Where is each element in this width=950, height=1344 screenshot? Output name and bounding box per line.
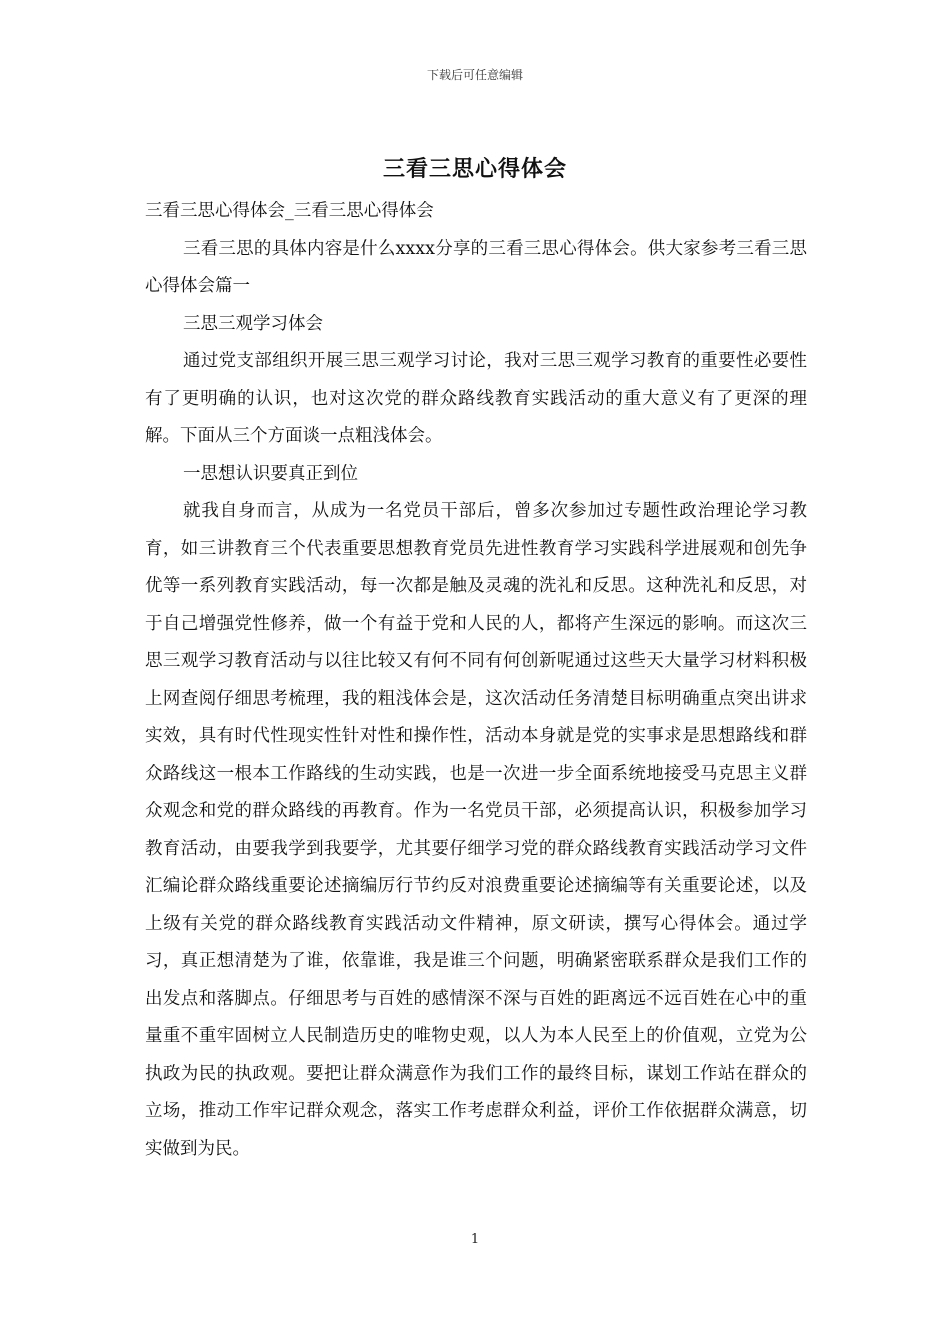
page-number: 1: [470, 1232, 480, 1247]
subtitle-line: 三看三思心得体会_三看三思心得体会: [145, 201, 434, 221]
document-title: 三看三思心得体会: [382, 156, 567, 182]
body-paragraph: 通过党支部组织开展三思三观学习讨论，我对三思三观学习教育的重要性必要性有了更明确的认识，也对这次党的群众路线教育实践活动的重大意义有了更深的理解。下面从三个方面谈一点粗浅体会。: [145, 351, 807, 446]
body-paragraph: 就我自身而言，从成为一名党员干部后，曾多次参加过专题性政治理论学习教育，如三讲教育三个代表重要思想教育党员先进性教育学习实践科学进展观和创先争优等一系列教育实践活动，每一次都是触及灵魂的洗礼和反思。这种洗礼和反思，对于自己增强党性修养，做一个有益于党和人民的人，都将产生深远的影响。而这次三思三观学习教育活动与以往比较又有何不同有何创新呢通过这些天大量学习材料积极上网查阅仔细思考梳理，我的粗浅体会是，这次活动任务清楚目标明确重点突出讲求实效，具有时代性现实性针对性和操作性，活动本身就是党的实事求是思想路线和群众路线这一根本工作路线的生动实践，也是一次进一步全面系统地接受马克思主义群众观念和党的群众路线的再教育。作为一名党员干部，必须提高认识，积极参加学习教育活动，由要我学到我要学，尤其要仔细学习党的群众路线教育实践活动学习文件汇编论群众路线重要论述摘编厉行节约反对浪费重要论述摘编等有关重要论述，以及上级有关党的群众路线教育实践活动文件精神，原文研读，撰写心得体会。通过学习，真正想清楚为了谁，依靠谁，我是谁三个问题，明确紧密联系群众是我们工作的出发点和落脚点。仔细思考与百姓的感情深不深与百姓的距离远不远百姓在心中的重量重不重牢固树立人民制造历史的唯物史观，以人为本人民至上的价值观，立党为公执政为民的执政观。要把让群众满意作为我们工作的最终目标，谋划工作站在群众的立场，推动工作牢记群众观念，落实工作考虑群众利益，评价工作依据群众满意，切实做到为民。: [145, 501, 807, 1159]
section-heading: 三思三观学习体会: [183, 313, 323, 334]
subsection-heading: 一思想认识要真正到位: [183, 463, 358, 484]
document-body: [145, 193, 807, 1168]
intro-paragraph: 三看三思的具体内容是什么xxxx分享的三看三思心得体会。供大家参考三看三思心得体会篇一: [145, 238, 807, 296]
page-header: 下载后可任意编辑: [426, 68, 523, 82]
